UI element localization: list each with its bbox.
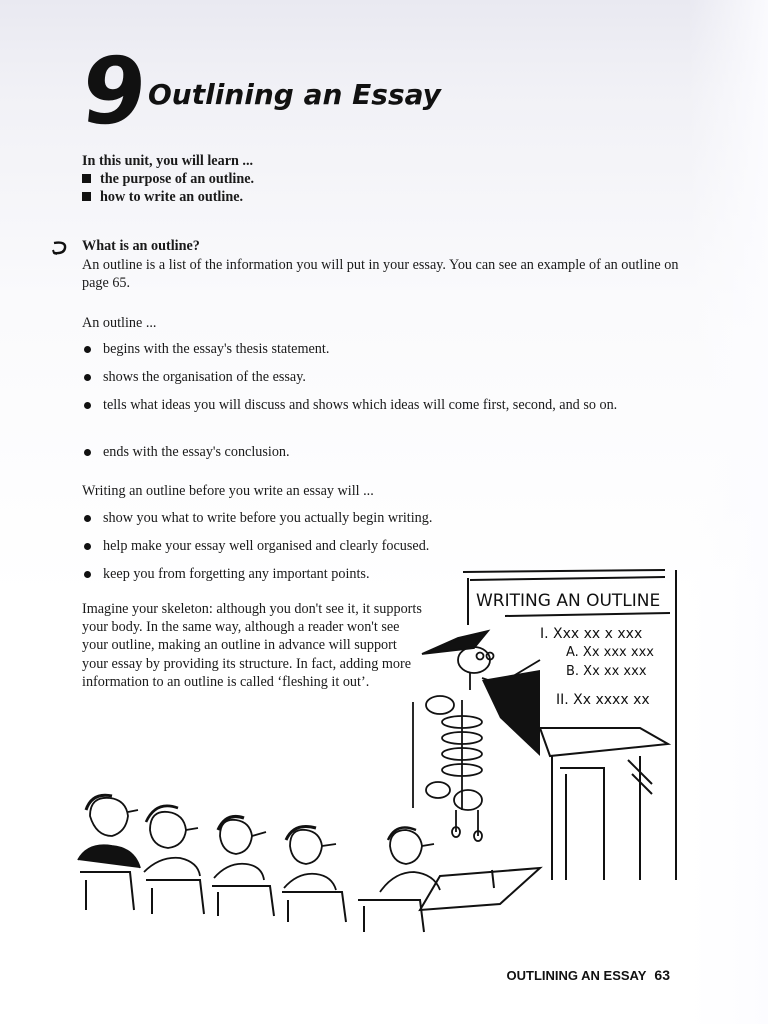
lectern	[540, 728, 668, 880]
chapter-title: Outlining an Essay	[148, 78, 441, 111]
board-line: A. Xx xxx xxx	[566, 645, 654, 660]
list-item	[82, 537, 662, 555]
list-item-text: keep you from forgetting any important points.	[103, 566, 370, 582]
list-item-text: ends with the essay's conclusion.	[103, 444, 290, 460]
intro-heading: In this unit, you will learn ...	[82, 153, 254, 169]
chapter-number: 9	[76, 38, 148, 145]
board-title: WRITING AN OUTLINE	[476, 591, 661, 611]
board-line: II. Xx xxxx xx	[556, 692, 650, 708]
bullet-icon	[84, 402, 91, 409]
bullet-icon	[84, 515, 91, 522]
square-bullet-icon	[82, 192, 91, 201]
list-item	[82, 509, 662, 527]
bullet-icon	[84, 449, 91, 456]
arrow-icon	[50, 240, 70, 256]
definition-paragraph: An outline is a list of the information you will put in your essay. You can see an example of an outline on page 65.	[82, 257, 679, 291]
board	[463, 570, 676, 880]
intro-item	[82, 189, 243, 206]
list-item	[82, 396, 647, 414]
page-footer	[507, 967, 670, 983]
intro-item-text: how to write an outline.	[100, 189, 244, 205]
section-heading: What is an outline?	[82, 238, 200, 254]
list-item-text: begins with the essay's thesis statement.	[103, 341, 330, 357]
list-item-text: tells what ideas you will discuss and shows which ideas will come first, second, and so on.	[103, 397, 618, 413]
bullet-icon	[84, 374, 91, 381]
students	[78, 795, 440, 892]
classroom-illustration	[0, 560, 768, 950]
list2-intro: Writing an outline before you write an essay will ...	[82, 483, 374, 499]
list-item-text: help make your essay well organised and clearly focused.	[103, 538, 430, 554]
board-line: I. Xxx xx x xxx	[540, 626, 643, 642]
list-item-text: show you what to write before you actually begin writing.	[103, 510, 433, 526]
skeleton-paragraph: Imagine your skeleton: although you don't see it, it supports your body. In the same way, although a reader won't see your outline, making an outline in advance will support your essay by providing its structure. In fact, adding more information to an outline is called ‘fleshing it out’.	[82, 601, 422, 690]
gown	[482, 670, 540, 756]
intro-item	[82, 171, 254, 188]
list-item-text: shows the organisation of the essay.	[103, 369, 306, 385]
desks	[80, 868, 540, 932]
bullet-icon	[84, 543, 91, 550]
list1-intro: An outline ...	[82, 315, 157, 331]
list-item	[82, 340, 662, 358]
list-item	[82, 368, 662, 386]
square-bullet-icon	[82, 174, 91, 183]
bullet-icon	[84, 346, 91, 353]
footer-label: OUTLINING AN ESSAY	[506, 968, 647, 983]
list-item	[82, 443, 662, 461]
intro-item-text: the purpose of an outline.	[100, 171, 255, 187]
page-number: 63	[654, 967, 670, 983]
board-line: B. Xx xx xxx	[566, 664, 647, 679]
